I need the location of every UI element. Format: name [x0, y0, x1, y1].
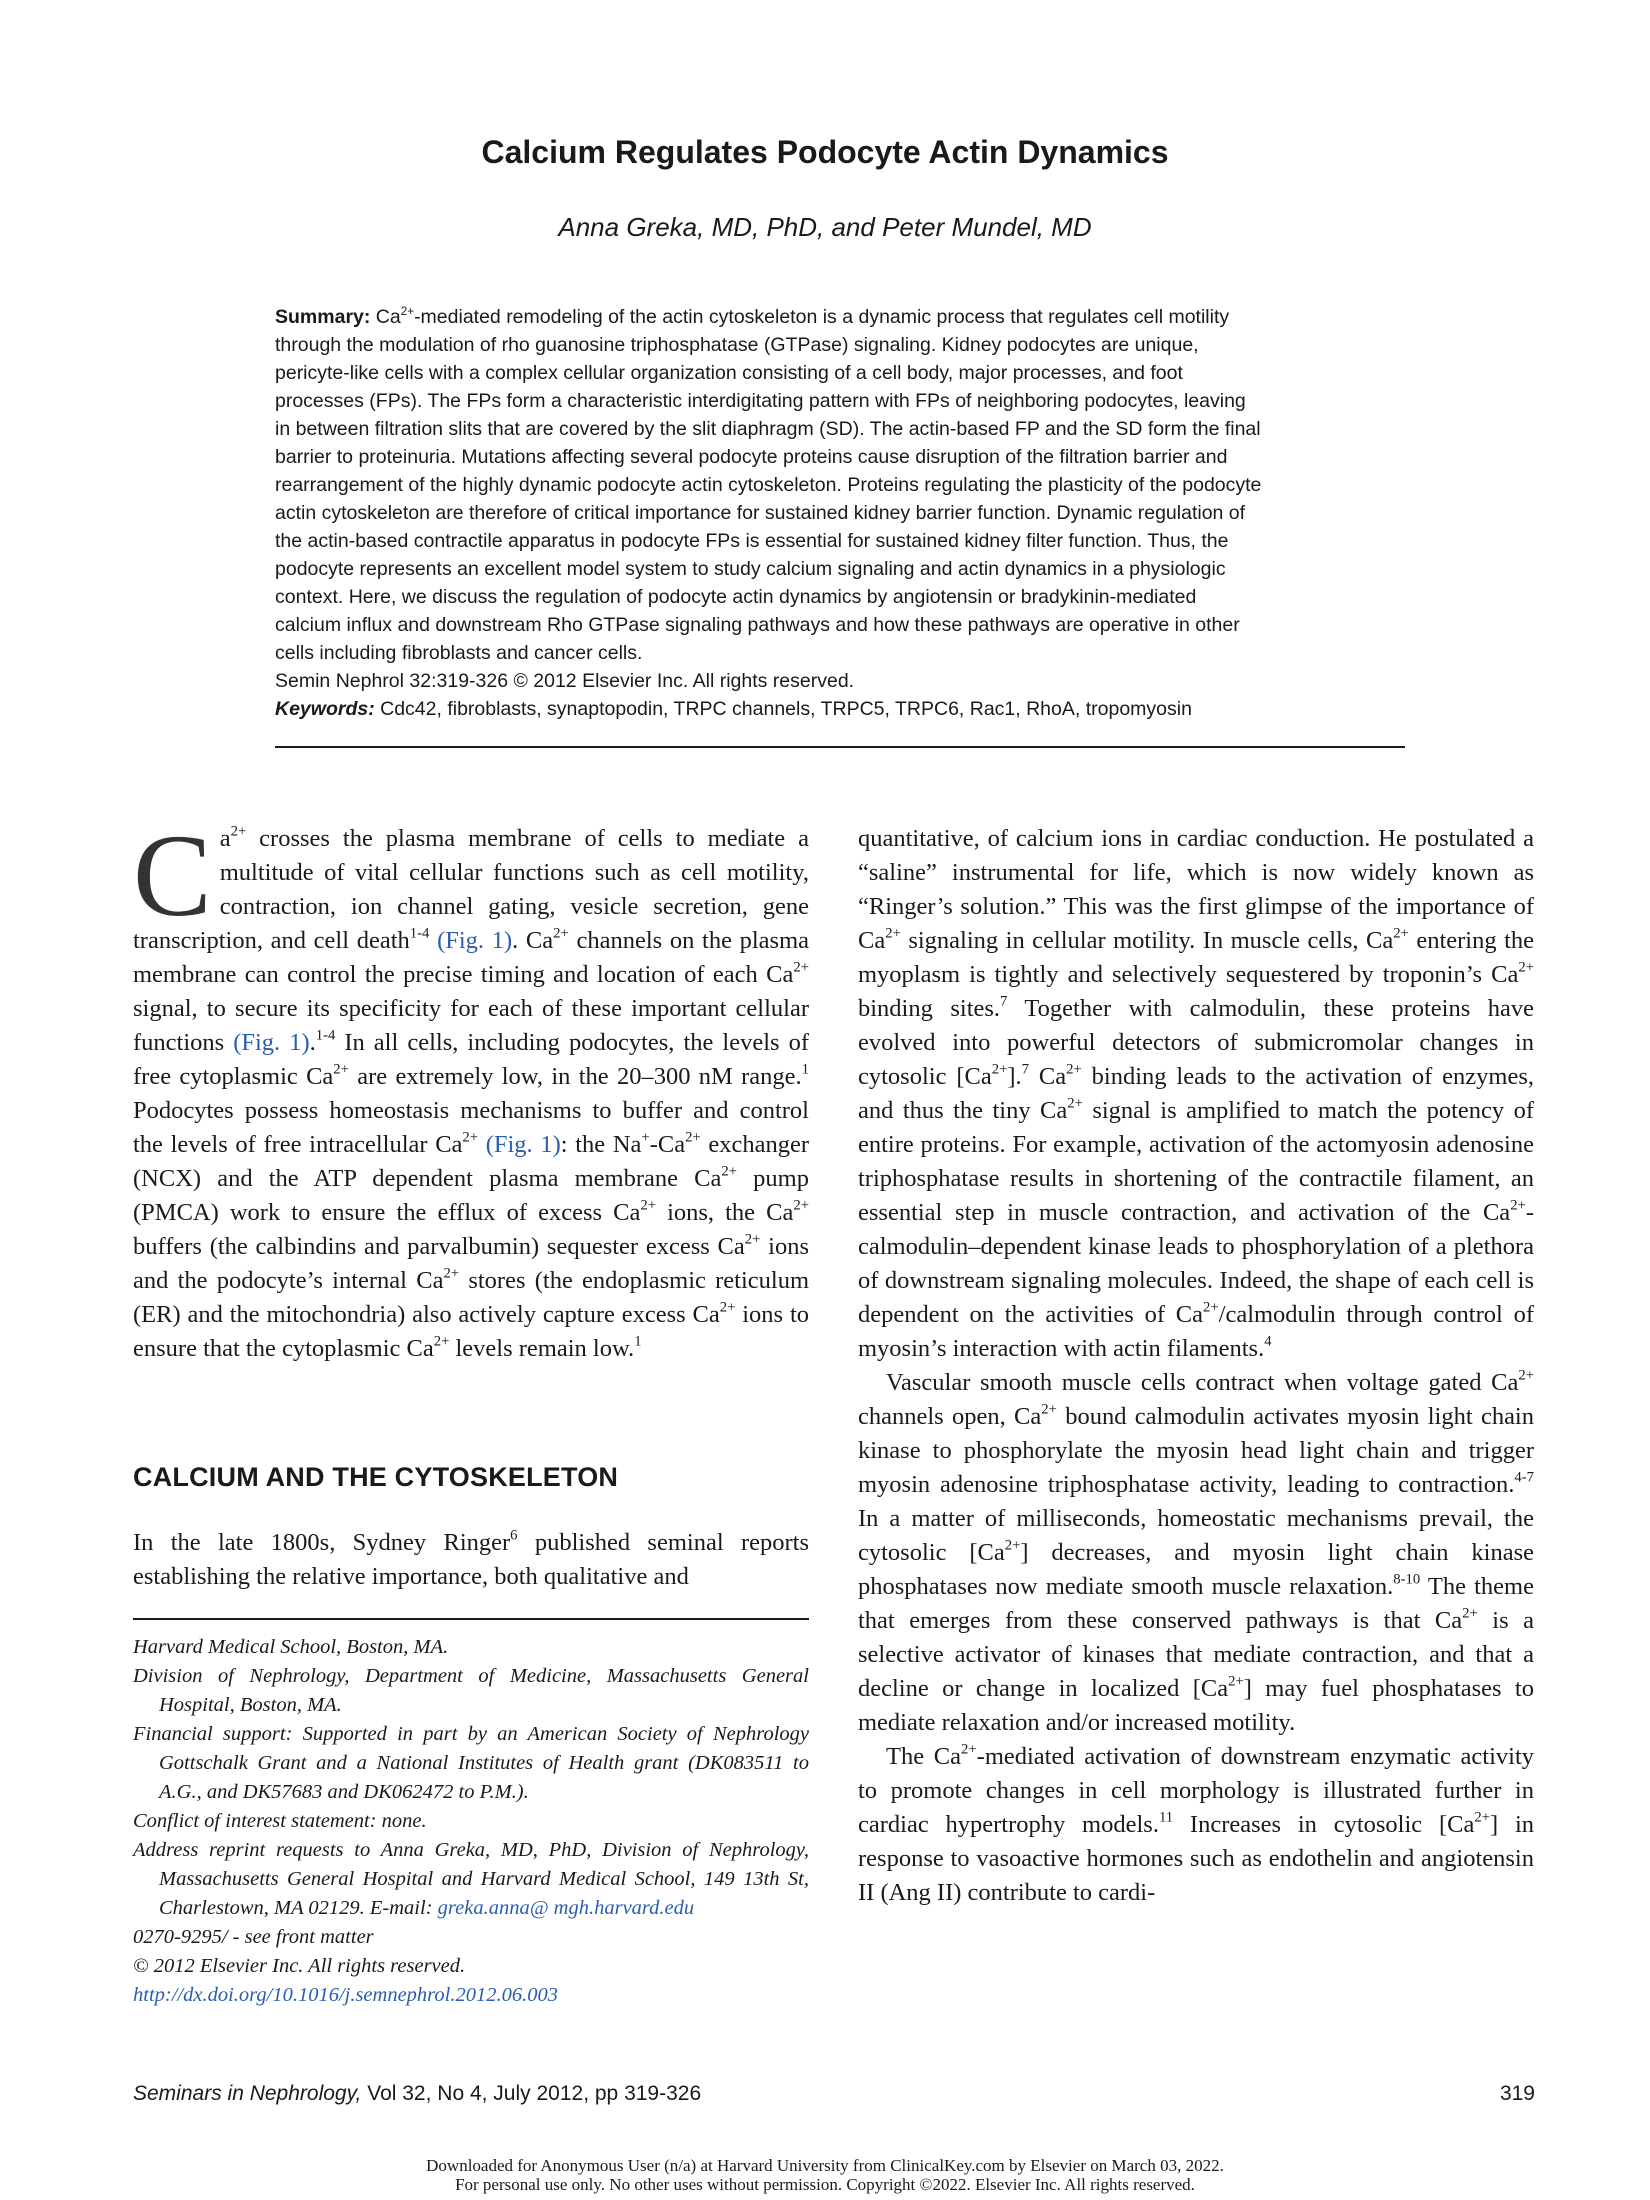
issn-line: 0270-9295/ - see front matter: [133, 1926, 374, 1948]
summary-citation: Semin Nephrol 32:319-326 © 2012 Elsevier Inc. All rights reserved.: [275, 670, 855, 692]
summary-divider: [275, 746, 1405, 748]
section-heading: CALCIUM AND THE CYTOSKELETON: [133, 1462, 619, 1492]
body-right-column: quantitative, of calcium ions in cardiac conduction. He postulated a “saline” instrumental for life, which is now widely known as “Ringer’s solution.” This was the first glimpse of the importance of $Ca^{2+}$ signaling in cellular motility. In muscle cells, $Ca^{2+}$ entering the myoplasm is tightly and selectively sequestered by troponin’s $Ca^{2+}$ binding sites.$^7$ Together with calmodulin, these proteins have evolved into powerful detectors of submicromolar changes in cytosolic $[Ca^{2+}].^7$ $Ca^{2+}$ binding leads to the activation of enzymes, and thus the tiny $Ca^{2+}$ signal is amplified to match the potency of entire proteins. For example, activation of the actomyosin adenosine triphosphatase results in shortening of the contractile filament, an essential step in muscle contraction, and activation of the $Ca^{2+}-calmodulin$–dependent kinase leads to phosphorylation of a plethora of downstream signaling molecules. Indeed, the shape of each cell is dependent on the activities of $Ca^{2+}$/calmodulin through control of myosin’s interaction with actin filaments.$^4$ Vascular smooth muscle cells contract when voltage gated $Ca^{2+}$ channels open, $Ca^{2+}$ bound calmodulin activates myosin light chain kinase to phosphorylate the myosin head light chain and trigger myosin adenosine triphosphatase activity, leading to contraction.$^{4-7}$ In a matter of milliseconds, homeostatic mechanisms prevail, the cytosolic $[Ca^{2+}]$ decreases, and myosin light chain kinase phosphatases now mediate smooth muscle relaxation.$^{8-10}$ The theme that emerges from these conserved pathways is that $Ca^{2+}$ is a selective activator of kinases that mediate contraction, and that a decline or change in localized $[Ca^{2+}]$ may fuel phosphatases to mediate relaxation and/or increased motility. The $Ca^{2+}$-mediated activation of downstream enzymatic activity to promote changes in cell morphology is illustrated further in cardiac hypertrophy models.$^{11}$ Increases in cytosolic $[Ca^{2+}]$ in response to vasoactive hormones such as endothelin and angiotensin II (Ang II) contribute to cardi-: [858, 825, 1535, 1906]
journal-footer: Seminars in Nephrology, Vol 32, No 4, July 2012, pp 319-326: [133, 2082, 702, 2105]
affiliations-block: [133, 1633, 809, 2010]
affiliation-line: Division of Nephrology, Department of Medicine, Massachusetts General Hospital, Boston, MA.: [133, 1665, 809, 1716]
summary-line: processes (FPs). The FPs form a characteristic interdigitating pattern with FPs of neighboring podocytes, leaving: [275, 390, 1246, 412]
article-title: Calcium Regulates Podocyte Actin Dynamics: [481, 134, 1169, 170]
body-left-column: $Ca^{2+}$ crosses the plasma membrane of cells to mediate a multitude of vital cellular functions such as cell motility, contraction, ion channel gating, vesicle secretion, gene transcription, and cell death$^{1-4}$ (Fig. 1). $Ca^{2+}$ channels on the plasma membrane can control the precise timing and location of each $Ca^{2+}$ signal, to secure its specificity for each of these important cellular functions (Fig. 1).$^{1-4}$ In all cells, including podocytes, the levels of free cytoplasmic $Ca^{2+}$ are extremely low, in the 20–300 nM range.$^1$ Podocytes possess homeostasis mechanisms to buffer and control the levels of free intracellular $Ca^{2+}$ (Fig. 1): the $Na^+-Ca^{2+}$ exchanger (NCX) and the ATP dependent plasma membrane $Ca^{2+}$ pump (PMCA) work to ensure the efflux of excess $Ca^{2+}$ ions, the $Ca^{2+}$ buffers (the calbindins and parvalbumin) sequester excess $Ca^{2+}$ ions and the podocyte’s internal $Ca^{2+}$ stores (the endoplasmic reticulum (ER) and the mitochondria) also actively capture excess $Ca^{2+}$ ions to ensure that the cytoplasmic $Ca^{2+}$ levels remain low.$^1$: [133, 810, 810, 1362]
summary-line: Summary: $Ca^{2+}$-mediated remodeling of the actin cytoskeleton is a dynamic process that regulates cell motility: [275, 304, 1230, 328]
summary-line: barrier to proteinuria. Mutations affecting several podocyte proteins cause disruption of the filtration barrier and: [275, 446, 1228, 468]
figure-link[interactable]: (Fig. 1): [233, 1029, 310, 1056]
summary-line: calcium influx and downstream Rho GTPase signaling pathways and how these pathways are operative in other: [275, 614, 1240, 636]
article-authors: Anna Greka, MD, PhD, and Peter Mundel, MD: [558, 212, 1092, 242]
keywords-label: Keywords:: [275, 698, 375, 720]
summary-line: cells including fibroblasts and cancer cells.: [275, 642, 643, 664]
doi-link[interactable]: http://dx.doi.org/10.1016/j.semnephrol.2012.06.003: [133, 1984, 558, 2006]
summary-line: the actin-based contractile apparatus in podocyte FPs is essential for sustained kidney filter function. Thus, the: [275, 530, 1229, 552]
reprint-address: Address reprint requests to Anna Greka, MD, PhD, Division of Nephrology, Massachusetts General Hospital and Harvard Medical School, 149 13th St, Charlestown, MA 02129. E-mail: greka.anna@ mgh.harvard.edu: [133, 1839, 809, 1919]
body-left-column-cont: In the late 1800s, Sydney Ringer$^6$ published seminal reports establishing the relative importance, both qualitative and: [133, 1527, 809, 1590]
page-number: 319: [1499, 2082, 1535, 2105]
summary-line: in between filtration slits that are covered by the slit diaphragm (SD). The actin-based FP and the SD form the final: [275, 418, 1261, 440]
footnote-divider: [133, 1618, 809, 1620]
download-notice: Downloaded for Anonymous User (n/a) at Harvard University from ClinicalKey.com by Elsevier on March 03, 2022. For personal use only. No other uses without permission. Copyright ©2022. Elsevier Inc. All rights reserved.: [426, 2156, 1224, 2194]
affiliation-line: Harvard Medical School, Boston, MA.: [133, 1636, 449, 1658]
summary-line: context. Here, we discuss the regulation of podocyte actin dynamics by angiotensin or bradykinin-mediated: [275, 586, 1197, 608]
conflict-statement: Conflict of interest statement: none.: [133, 1810, 427, 1832]
summary-line: podocyte represents an excellent model system to study calcium signaling and actin dynamics in a physiologic: [275, 558, 1226, 580]
summary-line: rearrangement of the highly dynamic podocyte actin cytoskeleton. Proteins regulating the plasticity of the podocyte: [275, 474, 1262, 496]
summary-line: pericyte-like cells with a complex cellular organization consisting of a cell body, major processes, and foot: [275, 362, 1183, 384]
figure-link[interactable]: (Fig. 1): [485, 1131, 561, 1158]
financial-support: Financial support: Supported in part by an American Society of Nephrology Gottschalk Grant and a National Institutes of Health grant (DK083511 to A.G., and DK57683 and DK062472 to P.M.).: [133, 1723, 809, 1803]
summary-label: Summary:: [275, 306, 371, 328]
email-link[interactable]: greka.anna@ mgh.harvard.edu: [437, 1897, 695, 1919]
figure-link[interactable]: (Fig. 1): [437, 927, 513, 954]
drop-cap: C: [133, 810, 212, 941]
keywords-line: [275, 695, 1405, 723]
copyright-line: © 2012 Elsevier Inc. All rights reserved.: [133, 1955, 466, 1977]
summary-line: through the modulation of rho guanosine triphosphatase (GTPase) signaling. Kidney podocytes are unique,: [275, 334, 1199, 356]
summary-line: actin cytoskeleton are therefore of critical importance for sustained kidney barrier function. Dynamic regulation of: [275, 502, 1246, 524]
summary-block: [275, 303, 1405, 723]
keywords: Cdc42, fibroblasts, synaptopodin, TRPC channels, TRPC5, TRPC6, Rac1, RhoA, tropomyosin: [380, 698, 1192, 720]
